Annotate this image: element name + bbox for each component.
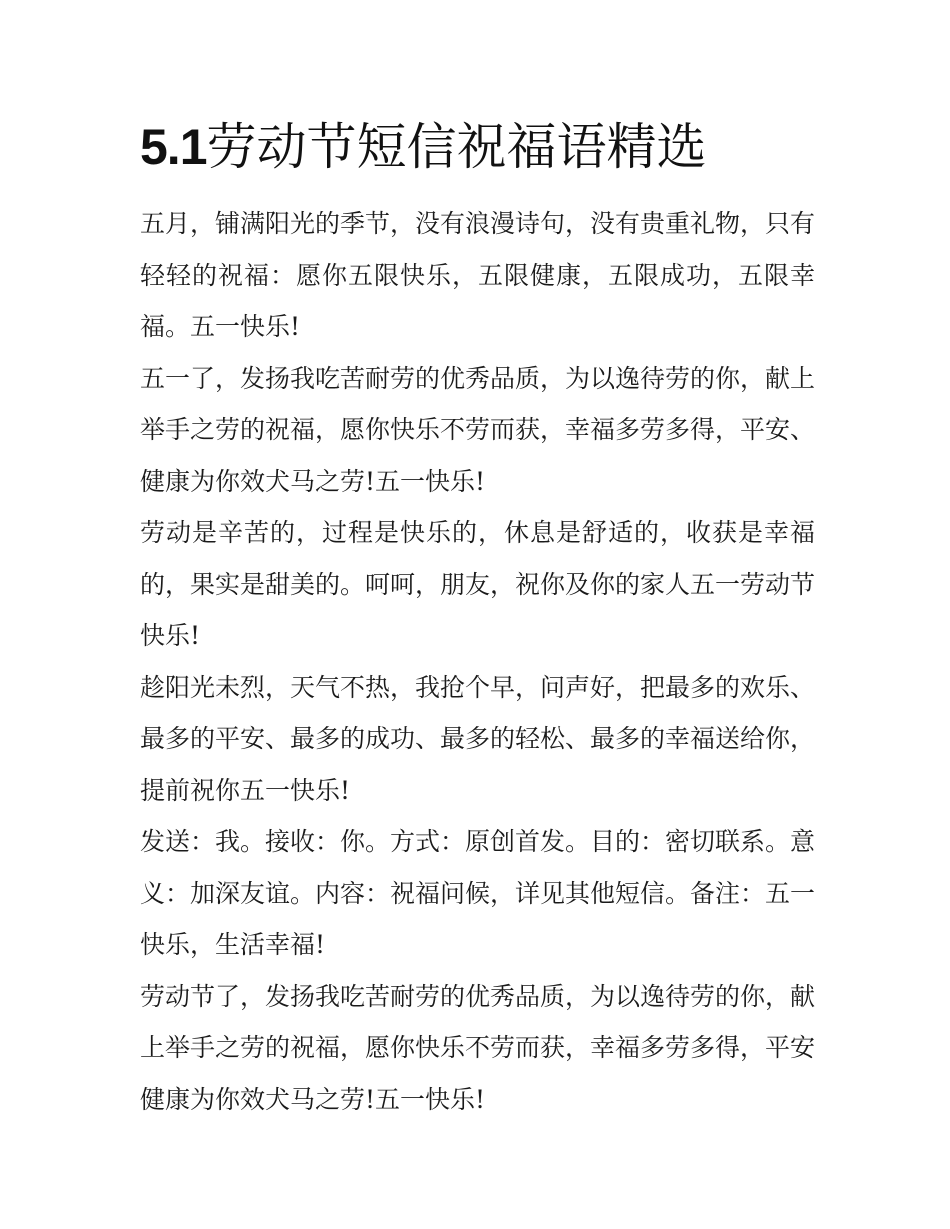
page-title (140, 112, 707, 182)
paragraph-6: 劳动节了，发扬我吃苦耐劳的优秀品质，为以逸待劳的你，献上举手之劳的祝福，愿你快乐不劳而获，幸福多劳多得，平安健康为你效犬马之劳!五一快乐! (140, 981, 816, 1114)
paragraph-4: 趁阳光未烈，天气不热，我抢个早，问声好，把最多的欢乐、最多的平安、最多的成功、最多的轻松、最多的幸福送给你，提前祝你五一快乐! (140, 672, 816, 805)
document-body (140, 198, 815, 1125)
paragraph-1: 五月，铺满阳光的季节，没有浪漫诗句，没有贵重礼物，只有轻轻的祝福：愿你五限快乐，五限健康，五限成功，五限幸福。五一快乐! (140, 209, 816, 341)
paragraph-3: 劳动是辛苦的，过程是快乐的，休息是舒适的，收获是幸福的，果实是甜美的。呵呵，朋友，祝你及你的家人五一劳动节快乐! (140, 518, 816, 650)
title-text: 劳动节短信祝福语精选 (206, 118, 707, 176)
title-number: 5.1 (140, 119, 207, 175)
paragraph-2: 五一了，发扬我吃苦耐劳的优秀品质，为以逸待劳的你，献上举手之劳的祝福，愿你快乐不劳而获，幸福多劳多得，平安、健康为你效犬马之劳!五一快乐! (140, 363, 816, 496)
paragraph-5: 发送：我。接收：你。方式：原创首发。目的：密切联系。意义：加深友谊。内容：祝福问候，详见其他短信。备注：五一快乐，生活幸福! (140, 827, 816, 959)
